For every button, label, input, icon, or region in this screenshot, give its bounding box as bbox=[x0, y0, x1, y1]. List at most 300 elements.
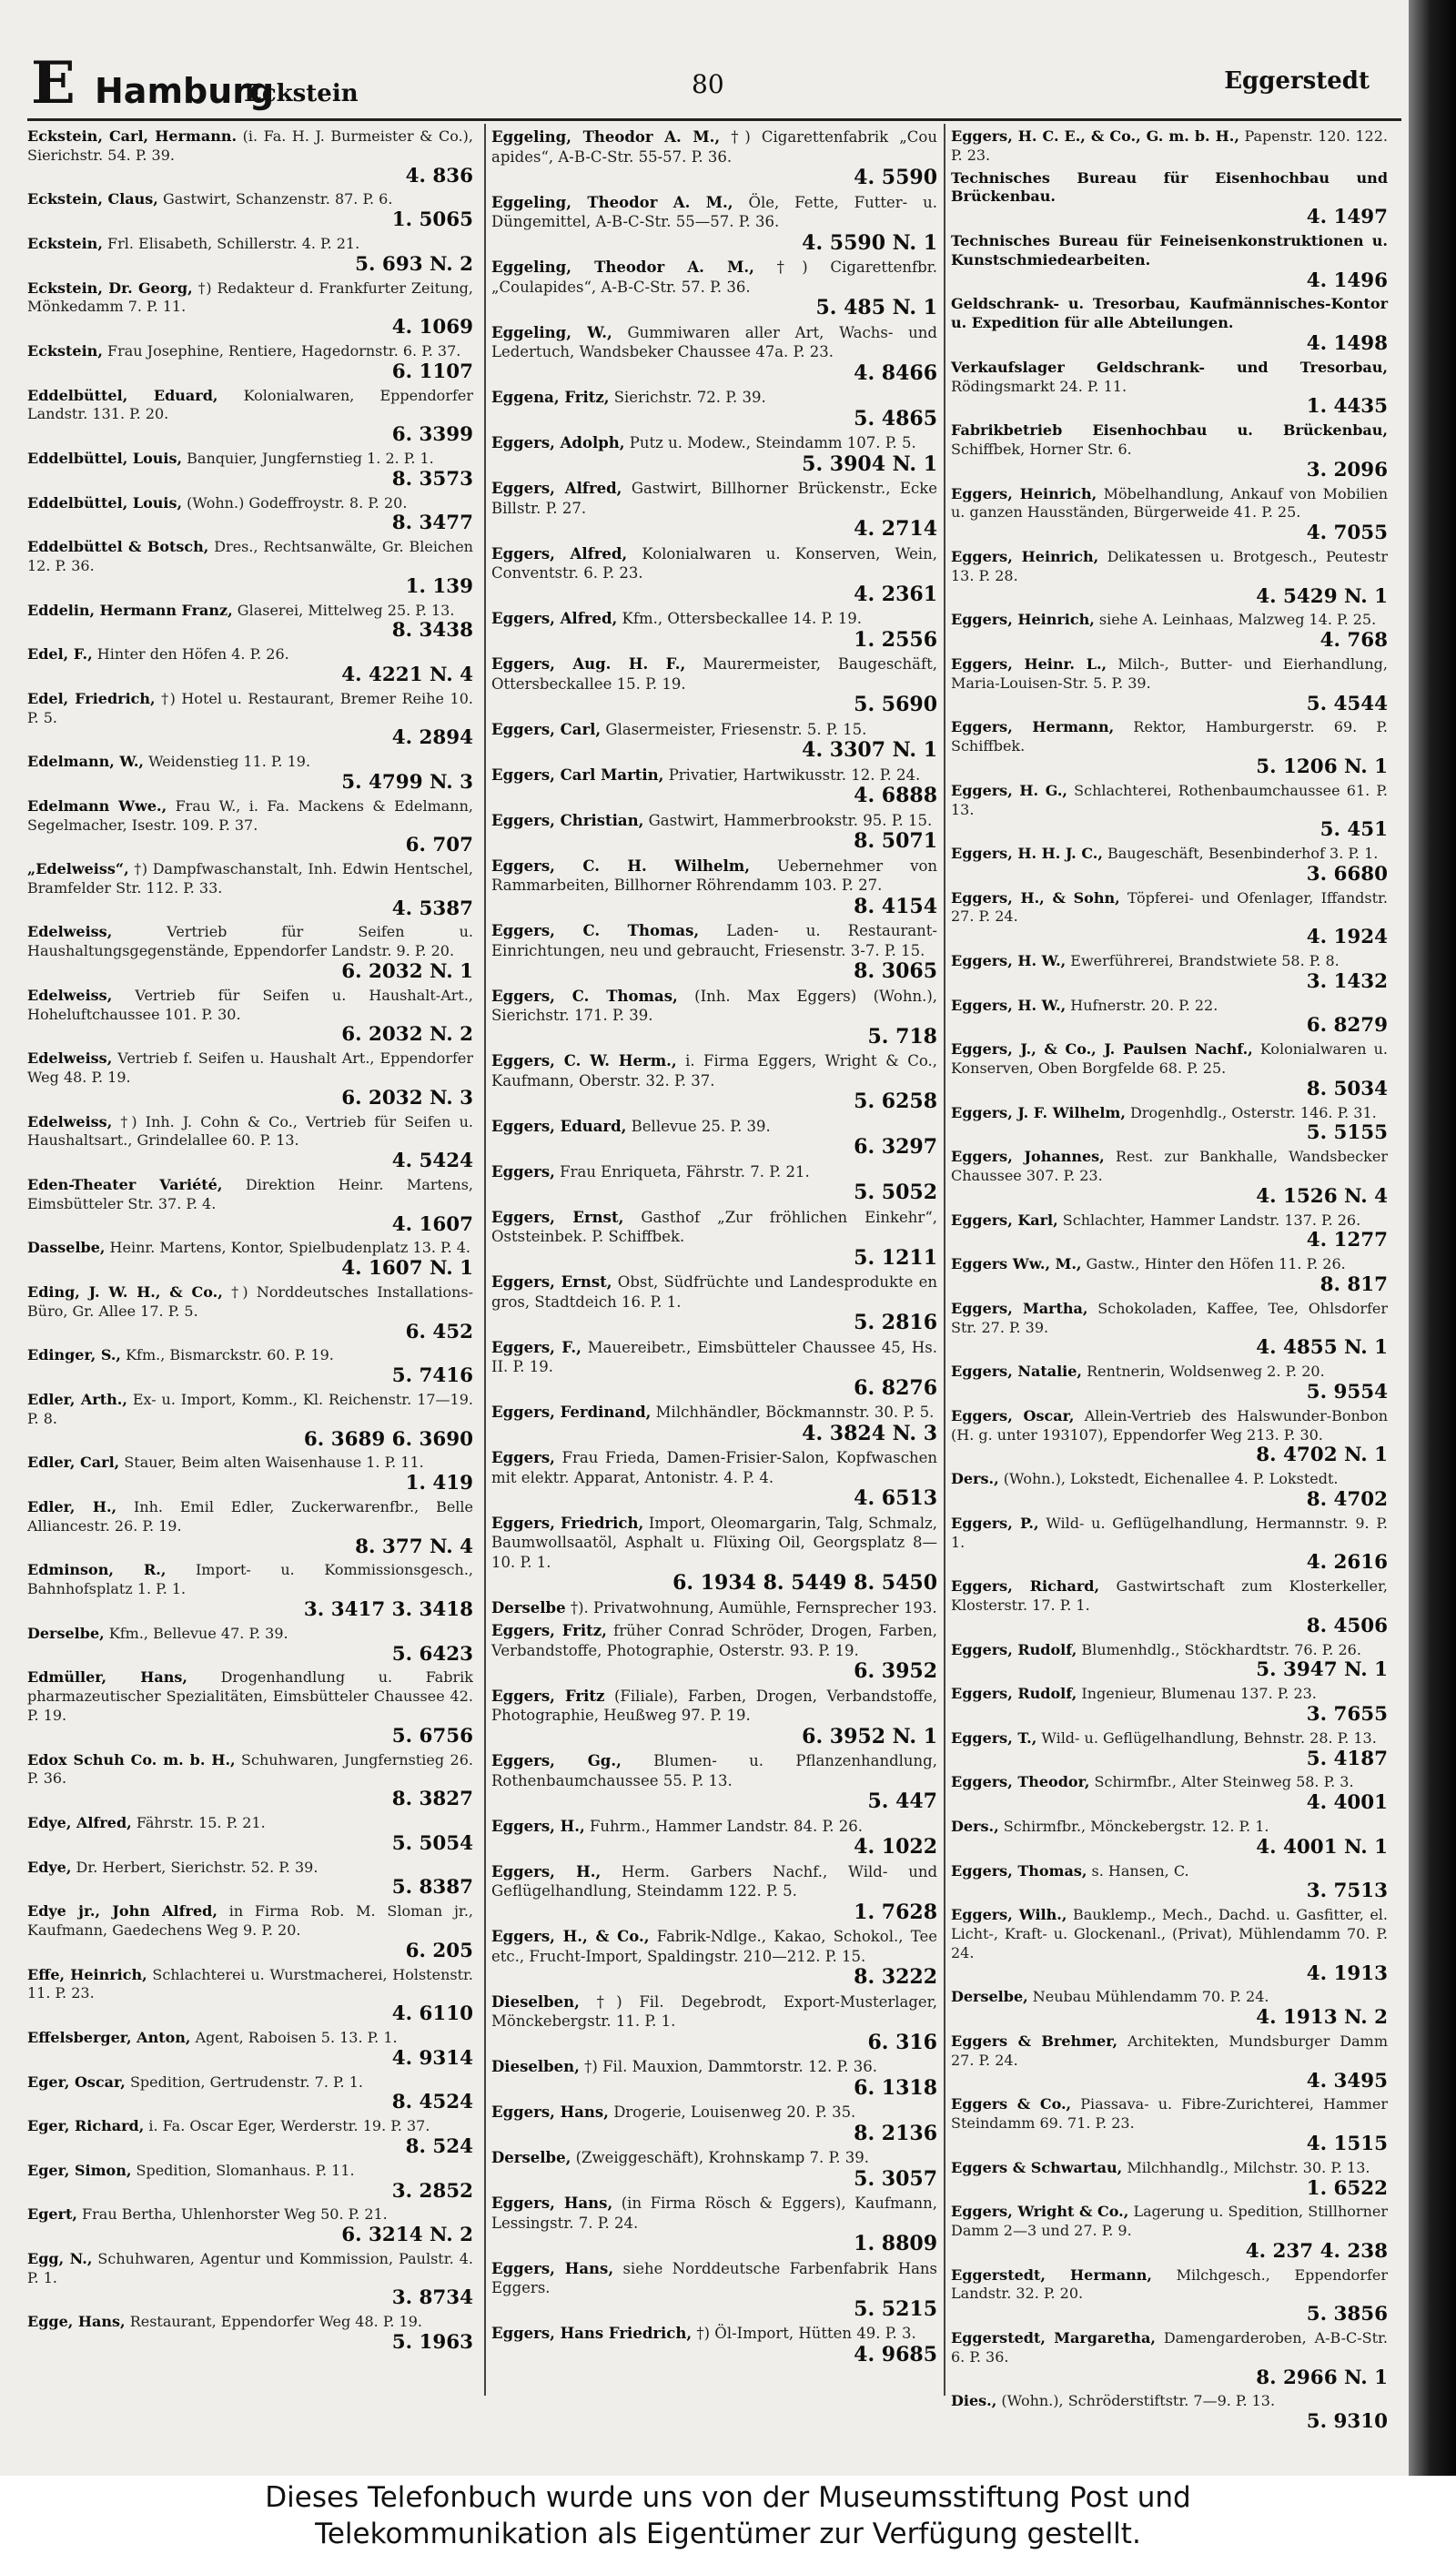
entry-name: Eggers, Karl, bbox=[951, 1211, 1058, 1229]
entry-detail: Drogenhdlg., Osterstr. 146. P. 31. bbox=[1130, 1103, 1377, 1121]
directory-entry bbox=[27, 450, 473, 494]
phone-number: 8. 4524 bbox=[391, 2091, 473, 2114]
directory-entry bbox=[27, 190, 473, 235]
phone-number: 6. 3689 6. 3690 bbox=[303, 1427, 473, 1451]
directory-entry bbox=[951, 1988, 1388, 2032]
entry-name: Eggers, Ernst, bbox=[491, 1208, 624, 1226]
entry-detail: Glasermeister, Friesenstr. 5. P. 15. bbox=[605, 720, 867, 738]
entry-name: Eggers, Heinrich, bbox=[951, 611, 1095, 629]
phone-number: 5. 6423 bbox=[391, 1642, 473, 1666]
directory-entry bbox=[27, 860, 473, 923]
entry-name: Eggena, Fritz, bbox=[491, 389, 610, 406]
entry-name: Eggers, Aug. H. F., bbox=[491, 655, 686, 673]
directory-entry bbox=[951, 1906, 1388, 1988]
entry-detail: Papenstr. 120. 122. P. 23. bbox=[951, 127, 1388, 164]
entry-name: Edelweiss, bbox=[27, 923, 113, 941]
directory-entry bbox=[27, 1668, 473, 1750]
entry-name: Eggeling, Theodor A. M., bbox=[491, 258, 754, 276]
entry-name: Eggers, Hermann, bbox=[951, 718, 1115, 736]
phone-number: 4. 237 4. 238 bbox=[1245, 2239, 1388, 2263]
phone-number: 4. 5590 N. 1 bbox=[802, 230, 937, 255]
entry-name: Eddelbüttel, Louis, bbox=[27, 493, 183, 512]
entry-name: Eden-Theater Variété, bbox=[27, 1176, 223, 1194]
entry-name: Eggers, Hans, bbox=[491, 2194, 613, 2212]
directory-entry bbox=[951, 2095, 1388, 2158]
entry-name: Egge, Hans, bbox=[27, 2313, 126, 2331]
phone-number: 8. 377 N. 4 bbox=[355, 1535, 473, 1558]
entry-name: Eckstein, bbox=[27, 234, 103, 252]
page-number: 80 bbox=[692, 69, 724, 99]
entry-detail: Schlachter, Hammer Landstr. 137. P. 26. bbox=[1062, 1211, 1361, 1229]
entry-name: Dasselbe, bbox=[27, 1239, 106, 1257]
directory-entry bbox=[27, 2073, 473, 2118]
directory-entry bbox=[491, 127, 937, 193]
phone-number: 4. 1022 bbox=[854, 1835, 937, 1859]
entry-name: Derselbe, bbox=[951, 1988, 1028, 2006]
entry-detail: Schuhwaren, Agentur und Kommission, Paulstr. 4. P. 1. bbox=[27, 2249, 473, 2286]
entry-detail: †) Fil. Degebrodt, Export-Musterlager, Mönckebergstr. 11. P. 1. bbox=[491, 1992, 937, 2030]
directory-entry bbox=[27, 1751, 473, 1814]
entry-name: Eggers, Ferdinand, bbox=[491, 1404, 652, 1421]
directory-entry bbox=[951, 1515, 1388, 1577]
entry-name: Edler, H., bbox=[27, 1498, 117, 1515]
phone-number: 5. 9554 bbox=[1306, 1381, 1388, 1404]
phone-number: 4. 836 bbox=[405, 164, 473, 187]
phone-number: 1. 7628 bbox=[854, 1900, 937, 1924]
phone-number: 4. 4855 N. 1 bbox=[1256, 1336, 1388, 1360]
directory-entry bbox=[951, 1818, 1388, 1862]
phone-number: 5. 6756 bbox=[391, 1724, 473, 1748]
entry-name: Edye, Alfred, bbox=[27, 1813, 132, 1831]
footer-notice bbox=[0, 2476, 1456, 2554]
phone-number: 6. 707 bbox=[405, 834, 473, 857]
entry-name: Edelweiss, bbox=[27, 986, 113, 1004]
entry-name: Verkaufslager Geldschrank- und Tresorbau, bbox=[951, 358, 1388, 376]
entry-name: Eggers, Martha, bbox=[951, 1299, 1088, 1317]
entry-name: Eding, J. W. H., & Co., bbox=[27, 1283, 223, 1302]
entry-detail: (Filiale), Farben, Drogen, Verbandstoffe, Photographie, Heußweg 97. P. 19. bbox=[491, 1687, 938, 1724]
entry-detail: †) Hotel u. Restaurant, Bremer Reihe 10. P. 5. bbox=[27, 689, 473, 726]
directory-entry bbox=[27, 2029, 473, 2073]
directory-entry bbox=[27, 987, 473, 1049]
directory-entry bbox=[951, 169, 1388, 232]
entry-detail: (Wohn.), Schröderstiftstr. 7—9. P. 13. bbox=[1001, 2392, 1276, 2410]
phone-number: 5. 1963 bbox=[391, 2331, 473, 2355]
directory-entry bbox=[491, 1817, 937, 1862]
entry-name: Eggers, Carl, bbox=[491, 720, 602, 738]
entry-detail: Öle, Fette, Futter- u. Düngemittel, A-B-C-Str. 55—57. P. 36. bbox=[491, 193, 937, 230]
directory-entry bbox=[27, 494, 473, 539]
phone-number: 8. 3438 bbox=[391, 619, 473, 643]
directory-entry bbox=[27, 2117, 473, 2162]
entry-detail: Milchhändler, Böckmannstr. 30. P. 5. bbox=[655, 1404, 935, 1421]
entry-detail: Rest. zur Bankhalle, Wandsbecker Chaussee 307. P. 23. bbox=[951, 1148, 1388, 1185]
entry-detail: Inh. Emil Edler, Zuckerwarenfbr., Belle Alliancestr. 26. P. 19. bbox=[27, 1498, 474, 1535]
entry-name: „Edelweiss“, bbox=[27, 860, 129, 878]
phone-number: 4. 9685 bbox=[854, 2342, 937, 2367]
first-guide-word: Eckstein bbox=[244, 80, 359, 107]
entry-detail: Milch-, Butter- und Eierhandlung, Maria-Louisen-Str. 5. P. 39. bbox=[951, 654, 1388, 692]
directory-entry bbox=[27, 2162, 473, 2206]
entry-detail: Privatier, Hartwikusstr. 12. P. 24. bbox=[668, 765, 921, 784]
entry-name: Derselbe bbox=[491, 1598, 566, 1617]
entry-name: Edye jr., John Alfred, bbox=[27, 1902, 217, 1921]
entry-name: Eggers, Theodor, bbox=[951, 1773, 1090, 1791]
phone-number: 4. 6888 bbox=[854, 784, 937, 807]
entry-detail: Uebernehmer von Rammarbeiten, Billhorner Röhrendamm 103. P. 27. bbox=[491, 856, 938, 894]
phone-number: 4. 1496 bbox=[1306, 269, 1388, 292]
phone-number: 5. 4544 bbox=[1306, 692, 1388, 715]
directory-entry bbox=[491, 388, 937, 433]
directory-entry bbox=[951, 485, 1388, 548]
entry-name: Eggers, Alfred, bbox=[491, 610, 618, 627]
entry-detail: Restaurant, Eppendorfer Weg 48. P. 19. bbox=[129, 2313, 422, 2331]
entry-detail: Weidenstieg 11. P. 19. bbox=[148, 753, 311, 771]
directory-entry bbox=[491, 1208, 937, 1273]
entry-name: Eggers, C. W. Herm., bbox=[491, 1052, 677, 1069]
entry-name: Edinger, S., bbox=[27, 1346, 121, 1364]
directory-entry bbox=[27, 1176, 473, 1239]
entry-detail: Herm. Garbers Nachf., Wild- und Geflügelhandlung, Steindamm 122. P. 5. bbox=[491, 1862, 938, 1900]
entry-name: Eggers, Friedrich, bbox=[491, 1514, 644, 1532]
directory-entry bbox=[951, 1040, 1388, 1103]
entry-name: Eggers, H., & Co., bbox=[491, 1928, 650, 1945]
phone-number: 4. 3307 N. 1 bbox=[802, 738, 937, 762]
phone-number: 4. 4001 N. 1 bbox=[1256, 1835, 1388, 1859]
phone-number: 5. 5052 bbox=[854, 1181, 937, 1204]
entry-detail: †) Norddeutsches Installations-Büro, Gr. Allee 17. P. 5. bbox=[27, 1283, 474, 1320]
phone-number: 6. 452 bbox=[405, 1320, 473, 1343]
directory-entry bbox=[951, 1211, 1388, 1256]
entry-detail: Glaserei, Mittelweg 25. P. 13. bbox=[237, 601, 455, 619]
entry-name: Eggers, P., bbox=[951, 1514, 1039, 1532]
entry-name: Eggers, Gg., bbox=[491, 1752, 622, 1769]
directory-entry bbox=[491, 1338, 937, 1404]
entry-detail: Rektor, Hamburgerstr. 69. P. Schiffbek. bbox=[951, 718, 1388, 755]
city-name: Hamburg bbox=[95, 71, 275, 111]
phone-number: 5. 4865 bbox=[854, 406, 937, 431]
entry-detail: Mauereibetr., Eimsbütteler Chaussee 45, Hs. II. P. 19. bbox=[491, 1338, 938, 1375]
directory-entry bbox=[951, 127, 1388, 169]
entry-detail: Laden- u. Restaurant-Einrichtungen, neu und gebraucht, Friesenstr. 3-7. P. 15. bbox=[491, 922, 938, 959]
phone-number: 5. 1206 N. 1 bbox=[1256, 755, 1388, 778]
directory-entry bbox=[951, 2159, 1388, 2204]
entry-name: Eddelbüttel, Eduard, bbox=[27, 386, 218, 404]
entry-detail: Ex- u. Import, Komm., Kl. Reichenstr. 17—19. P. 8. bbox=[27, 1391, 473, 1427]
directory-entry bbox=[27, 1902, 473, 1965]
phone-number: 4. 3495 bbox=[1306, 2069, 1388, 2093]
phone-number: 4. 4221 N. 4 bbox=[341, 663, 473, 686]
column-divider bbox=[944, 124, 945, 2396]
entry-detail: Kolonialwaren u. Konserven, Wein, Conventstr. 6. P. 23. bbox=[491, 544, 937, 582]
directory-entry bbox=[27, 279, 473, 342]
entry-detail: Bauklemp., Mech., Dachd. u. Gasfitter, el. Licht-, Kraft- u. Glockenanl., (Privat), Mühlendamm 70. P. 24. bbox=[951, 1906, 1389, 1961]
phone-number: 6. 1934 8. 5449 8. 5450 bbox=[672, 1571, 937, 1595]
entry-detail: Milchhandlg., Milchstr. 30. P. 13. bbox=[1127, 2158, 1370, 2176]
phone-number: 4. 2894 bbox=[391, 726, 473, 750]
directory-entry bbox=[491, 856, 937, 922]
entry-detail: Hufnerstr. 20. P. 22. bbox=[1070, 996, 1218, 1014]
entry-name: Eggers, H. H. J. C., bbox=[951, 845, 1103, 863]
entry-detail: Gastwirt, Schanzenstr. 87. P. 6. bbox=[162, 190, 393, 208]
directory-entry bbox=[27, 127, 473, 190]
section-letter: E bbox=[31, 49, 76, 117]
phone-number: 8. 817 bbox=[1320, 1273, 1388, 1297]
entry-name: Eggers, Rudolf, bbox=[951, 1640, 1077, 1658]
entry-name: Eckstein, Dr. Georg, bbox=[27, 279, 193, 297]
phone-number: 6. 3297 bbox=[854, 1135, 937, 1159]
entry-detail: Obst, Südfrüchte und Landesprodukte en gros, Stadtdeich 16. P. 1. bbox=[491, 1273, 937, 1311]
entry-name: Dieselben, bbox=[491, 2058, 580, 2075]
directory-entry bbox=[27, 1814, 473, 1859]
phone-number: 4. 6110 bbox=[391, 2002, 473, 2026]
directory-entry bbox=[491, 1992, 937, 2058]
phone-number: 5. 1211 bbox=[854, 1245, 937, 1270]
entry-name: Technisches Bureau für Feineisenkonstruktionen u. Kunstschmiedearbeiten. bbox=[951, 231, 1388, 269]
directory-entry bbox=[951, 1641, 1388, 1686]
entry-detail: Import, Oleomargarin, Talg, Schmalz, Baumwollsaatöl, Asphalt u. Flüxing Oil, Georgsplatz 8—10. P. 1. bbox=[491, 1514, 937, 1571]
entry-detail: (Wohn.), Lokstedt, Eichenallee 4. P. Lokstedt. bbox=[1003, 1470, 1339, 1488]
entry-detail: früher Conrad Schröder, Drogen, Farben, Verbandstoffe, Photographie, Osterstr. 93. P. 19. bbox=[491, 1622, 937, 1659]
directory-entry bbox=[491, 2148, 937, 2194]
directory-entry bbox=[491, 479, 937, 544]
directory-entry bbox=[491, 258, 937, 323]
entry-name: Eggers, Fritz bbox=[491, 1687, 605, 1705]
entry-detail: Milchgesch., Eppendorfer Landstr. 32. P. 20. bbox=[951, 2265, 1388, 2303]
entry-name: Eggers, Thomas, bbox=[951, 1861, 1087, 1880]
entry-name: Eggers & Co., bbox=[951, 2095, 1072, 2113]
entry-name: Eggers, J. F. Wilhelm, bbox=[951, 1103, 1126, 1121]
entry-name: Eggers, Johannes, bbox=[951, 1148, 1105, 1166]
phone-number: 3. 3417 3. 3418 bbox=[303, 1597, 473, 1621]
entry-detail: Hinter den Höfen 4. P. 26. bbox=[96, 645, 289, 664]
phone-number: 6. 2032 N. 2 bbox=[341, 1023, 473, 1047]
directory-entry bbox=[27, 690, 473, 753]
entry-detail: Frau Frieda, Damen-Frisier-Salon, Kopfwaschen mit elektr. Apparat, Antonistr. 4. P. 4. bbox=[491, 1449, 937, 1486]
phone-number: 6. 1107 bbox=[391, 360, 473, 383]
directory-entry bbox=[491, 2194, 937, 2259]
entry-name: Ders., bbox=[951, 1470, 999, 1488]
entry-name: Eggers, C. H. Wilhelm, bbox=[491, 856, 750, 875]
phone-number: 3. 8734 bbox=[391, 2286, 473, 2310]
entry-name: Eggerstedt, Margaretha, bbox=[951, 2329, 1156, 2347]
directory-entry bbox=[27, 1625, 473, 1669]
entry-detail: Gastwirtschaft zum Klosterkeller, Klosterstr. 17. P. 1. bbox=[951, 1577, 1388, 1614]
column-3 bbox=[951, 127, 1388, 2437]
entry-detail: Banquier, Jungfernstieg 1. 2. P. 1. bbox=[187, 449, 434, 467]
phone-number: 1. 4435 bbox=[1306, 395, 1388, 419]
phone-number: 5. 4799 N. 3 bbox=[341, 770, 473, 794]
phone-number: 8. 3573 bbox=[391, 467, 473, 491]
entry-detail: Drogerie, Louisenweg 20. P. 35. bbox=[613, 2103, 856, 2121]
entry-name: Eggers, F., bbox=[491, 1338, 581, 1356]
directory-entry bbox=[27, 1966, 473, 2029]
phone-number: 4. 5590 bbox=[854, 166, 937, 189]
entry-name: Eggers, H., bbox=[491, 1862, 602, 1880]
entry-name: Eggers, Hans, bbox=[491, 2259, 614, 2277]
entry-detail: (Wohn.) Godeffroystr. 8. P. 20. bbox=[187, 493, 408, 512]
entry-name: Egg, N., bbox=[27, 2249, 93, 2267]
directory-entry bbox=[951, 1255, 1388, 1300]
entry-name: Eggers, Wilh., bbox=[951, 1906, 1067, 1924]
directory-entry bbox=[27, 1391, 473, 1454]
directory-entry bbox=[951, 359, 1388, 421]
phone-number: 4. 5424 bbox=[391, 1150, 473, 1173]
phone-number: 8. 5071 bbox=[854, 829, 937, 853]
directory-entry bbox=[951, 655, 1388, 718]
entry-detail: Gastwirt, Hammerbrookstr. 95. P. 15. bbox=[648, 811, 933, 829]
directory-entry bbox=[951, 421, 1388, 484]
entry-name: Eggers, Wright & Co., bbox=[951, 2203, 1129, 2221]
entry-name: Eggers, Ernst, bbox=[491, 1273, 612, 1291]
entry-detail: †) Redakteur d. Frankfurter Zeitung, Mönkedamm 7. P. 11. bbox=[27, 279, 473, 316]
entry-detail: Putz u. Modew., Steindamm 107. P. 5. bbox=[629, 434, 916, 451]
footer-line-1: Dieses Telefonbuch wurde uns von der Museumsstiftung Post und bbox=[265, 2481, 1191, 2514]
phone-number: 4. 2714 bbox=[854, 517, 937, 541]
directory-entry bbox=[951, 1773, 1388, 1818]
directory-entry bbox=[491, 1514, 937, 1598]
entry-detail: Möbelhandlung, Ankauf von Mobilien u. ganzen Hausständen, Bürgerweide 41. P. 25. bbox=[951, 484, 1388, 522]
directory-entry bbox=[27, 1498, 473, 1561]
entry-name: Eddelbüttel & Botsch, bbox=[27, 538, 209, 556]
entry-detail: †) Inh. J. Cohn & Co., Vertrieb für Seifen u. Haushaltsart., Grindelallee 60. P. 13. bbox=[27, 1112, 473, 1150]
directory-entry bbox=[951, 2329, 1388, 2392]
phone-number: 5. 7416 bbox=[391, 1364, 473, 1388]
phone-number: 3. 6680 bbox=[1306, 862, 1388, 886]
phone-number: 4. 1924 bbox=[1306, 926, 1388, 949]
directory-entry bbox=[27, 1049, 473, 1112]
directory-entry bbox=[27, 1239, 473, 1283]
entry-name: Eddelin, Hermann Franz, bbox=[27, 601, 233, 619]
entry-detail: Kfm., Ottersbeckallee 14. P. 19. bbox=[622, 610, 862, 627]
phone-number: 1. 8809 bbox=[854, 2232, 937, 2255]
phone-number: 5. 5054 bbox=[391, 1831, 473, 1855]
phone-number: 8. 524 bbox=[405, 2134, 473, 2158]
phone-number: 5. 9310 bbox=[1306, 2410, 1388, 2434]
directory-entry bbox=[951, 2266, 1388, 2329]
entry-detail: Fuhrm., Hammer Landstr. 84. P. 26. bbox=[589, 1817, 863, 1835]
entry-name: Eggers, H. W., bbox=[951, 952, 1067, 970]
entry-name: Eggers, bbox=[491, 1162, 555, 1181]
directory-entry bbox=[951, 1407, 1388, 1470]
entry-detail: Spedition, Slomanhaus. P. 11. bbox=[136, 2161, 355, 2179]
entry-detail: †) Dampfwaschanstalt, Inh. Edwin Hentschel, Bramfelder Str. 112. P. 33. bbox=[27, 860, 473, 897]
phone-number: 4. 9314 bbox=[391, 2046, 473, 2070]
entry-name: Eggerstedt, Hermann, bbox=[951, 2265, 1152, 2284]
entry-detail: Schirmfbr., Alter Steinweg 58. P. 3. bbox=[1094, 1773, 1354, 1791]
directory-entry bbox=[491, 1051, 937, 1117]
entry-detail: i. Firma Eggers, Wright & Co., Kaufmann, Oberstr. 32. P. 37. bbox=[491, 1052, 937, 1090]
directory-entry bbox=[491, 987, 937, 1052]
directory-entry bbox=[491, 2103, 937, 2148]
entry-detail: Ewerführerei, Brandstwiete 58. P. 8. bbox=[1070, 952, 1340, 970]
phone-number: 3. 2096 bbox=[1306, 458, 1388, 481]
directory-entry bbox=[951, 1470, 1388, 1515]
directory-entry bbox=[491, 1862, 937, 1928]
phone-number: 4. 1277 bbox=[1306, 1229, 1388, 1252]
entry-detail: Direktion Heinr. Martens, Eimsbütteler Str. 37. P. 4. bbox=[27, 1176, 473, 1212]
phone-number: 6. 205 bbox=[405, 1939, 473, 1962]
phone-number: 6. 2032 N. 1 bbox=[341, 960, 473, 984]
phone-number: 1. 139 bbox=[405, 574, 473, 598]
entry-detail: Blumen- u. Pflanzenhandlung, Rothenbaumchaussee 55. P. 13. bbox=[491, 1752, 937, 1789]
directory-entry bbox=[27, 2205, 473, 2250]
entry-detail: Baugeschäft, Besenbinderhof 3. P. 1. bbox=[1107, 845, 1379, 863]
entry-name: Edminson, R., bbox=[27, 1561, 167, 1579]
directory-entry bbox=[27, 923, 473, 986]
entry-name: Derselbe, bbox=[491, 2149, 571, 2166]
directory-entry bbox=[491, 1117, 937, 1162]
directory-entry bbox=[491, 323, 937, 389]
phone-number: 3. 2852 bbox=[391, 2179, 473, 2203]
directory-entry bbox=[951, 1104, 1388, 1149]
entry-name: Edler, Arth., bbox=[27, 1391, 127, 1409]
directory-entry bbox=[951, 718, 1388, 781]
phone-number: 5. 4187 bbox=[1306, 1747, 1388, 1770]
phone-number: 6. 3952 bbox=[854, 1659, 937, 1683]
entry-name: Eggers, Eduard, bbox=[491, 1117, 627, 1135]
directory-entry bbox=[27, 1113, 473, 1176]
entry-name: Dies., bbox=[951, 2392, 997, 2410]
phone-number: 4. 1913 bbox=[1306, 1961, 1388, 1985]
directory-entry bbox=[491, 654, 937, 720]
column-1 bbox=[27, 127, 473, 2357]
entry-detail: (Inh. Max Eggers) (Wohn.), Sierichstr. 171. P. 39. bbox=[491, 987, 938, 1024]
entry-detail: Delikatessen u. Brotgesch., Peutestr 13. P. 28. bbox=[951, 547, 1389, 584]
entry-detail: †) Cigarettenfbr. „Coulapides“, A-B-C-Str. 57. P. 36. bbox=[491, 258, 938, 296]
phone-number: 5. 5155 bbox=[1306, 1121, 1388, 1145]
entry-detail: Gasthof „Zur fröhlichen Einkehr“, Oststeinbek. P. Schiffbek. bbox=[491, 1208, 938, 1245]
phone-number: 4. 5387 bbox=[391, 897, 473, 920]
phone-number: 6. 3399 bbox=[391, 423, 473, 447]
entry-name: Eckstein, Carl, Hermann. bbox=[27, 127, 238, 145]
directory-entry bbox=[27, 645, 473, 690]
entry-detail: Frau Enriqueta, Fährstr. 7. P. 21. bbox=[560, 1162, 810, 1181]
directory-entry bbox=[27, 602, 473, 646]
directory-entry bbox=[491, 2057, 937, 2103]
entry-detail: Drogenhandlung u. Fabrik pharmazeutischer Spezialitäten, Eimsbütteler Chaussee 42. P. 19. bbox=[27, 1668, 473, 1724]
entry-name: Eggers, Carl Martin, bbox=[491, 765, 664, 784]
directory-entry bbox=[951, 997, 1388, 1041]
entry-name: Eggers, Hans, bbox=[491, 2103, 609, 2121]
entry-detail: Dr. Herbert, Sierichstr. 52. P. 39. bbox=[76, 1858, 318, 1876]
directory-entry bbox=[491, 720, 937, 765]
entry-detail: Maurermeister, Baugeschäft, Ottersbeckallee 15. P. 19. bbox=[491, 655, 937, 693]
entry-detail: Allein-Vertrieb des Halswunder-Bonbon (H. g. unter 193107), Eppendorfer Weg 213. P. 30. bbox=[951, 1406, 1389, 1444]
entry-name: Eggers, J., & Co., J. Paulsen Nachf., bbox=[951, 1040, 1253, 1059]
entry-name: Egert, bbox=[27, 2205, 77, 2224]
phone-number: 1. 2556 bbox=[854, 627, 937, 652]
entry-name: Eckstein, Claus, bbox=[27, 190, 158, 208]
directory-entry bbox=[951, 1862, 1388, 1907]
entry-detail: Rödingsmarkt 24. P. 11. bbox=[951, 377, 1127, 395]
entry-detail: in Firma Rob. M. Sloman jr., Kaufmann, Gaedechens Weg 9. P. 20. bbox=[27, 1902, 473, 1939]
entry-detail: Agent, Raboisen 5. 13. P. 1. bbox=[195, 2028, 398, 2046]
directory-entry bbox=[951, 782, 1388, 845]
entry-name: Eckstein, bbox=[27, 341, 103, 360]
entry-name: Eggers, H., & Sohn, bbox=[951, 888, 1120, 907]
entry-detail: Gastw., Hinter den Höfen 11. P. 26. bbox=[1086, 1255, 1346, 1273]
entry-name: Geldschrank- u. Tresorbau, Kaufmännisches-Kontor u. Expedition für alle Abteilungen. bbox=[951, 295, 1388, 332]
directory-entry bbox=[491, 2259, 937, 2325]
entry-name: Eggers & Brehmer, bbox=[951, 2032, 1118, 2050]
entry-detail: Blumenhdlg., Stöckhardtstr. 76. P. 26. bbox=[1081, 1640, 1361, 1658]
directory-entry bbox=[27, 538, 473, 601]
entry-detail: Vertrieb f. Seifen u. Haushalt Art., Eppendorfer Weg 48. P. 19. bbox=[27, 1049, 473, 1087]
entry-name: Derselbe, bbox=[27, 1624, 105, 1642]
phone-number: 5. 3904 N. 1 bbox=[802, 451, 937, 476]
entry-name: Edelmann Wwe., bbox=[27, 796, 167, 815]
